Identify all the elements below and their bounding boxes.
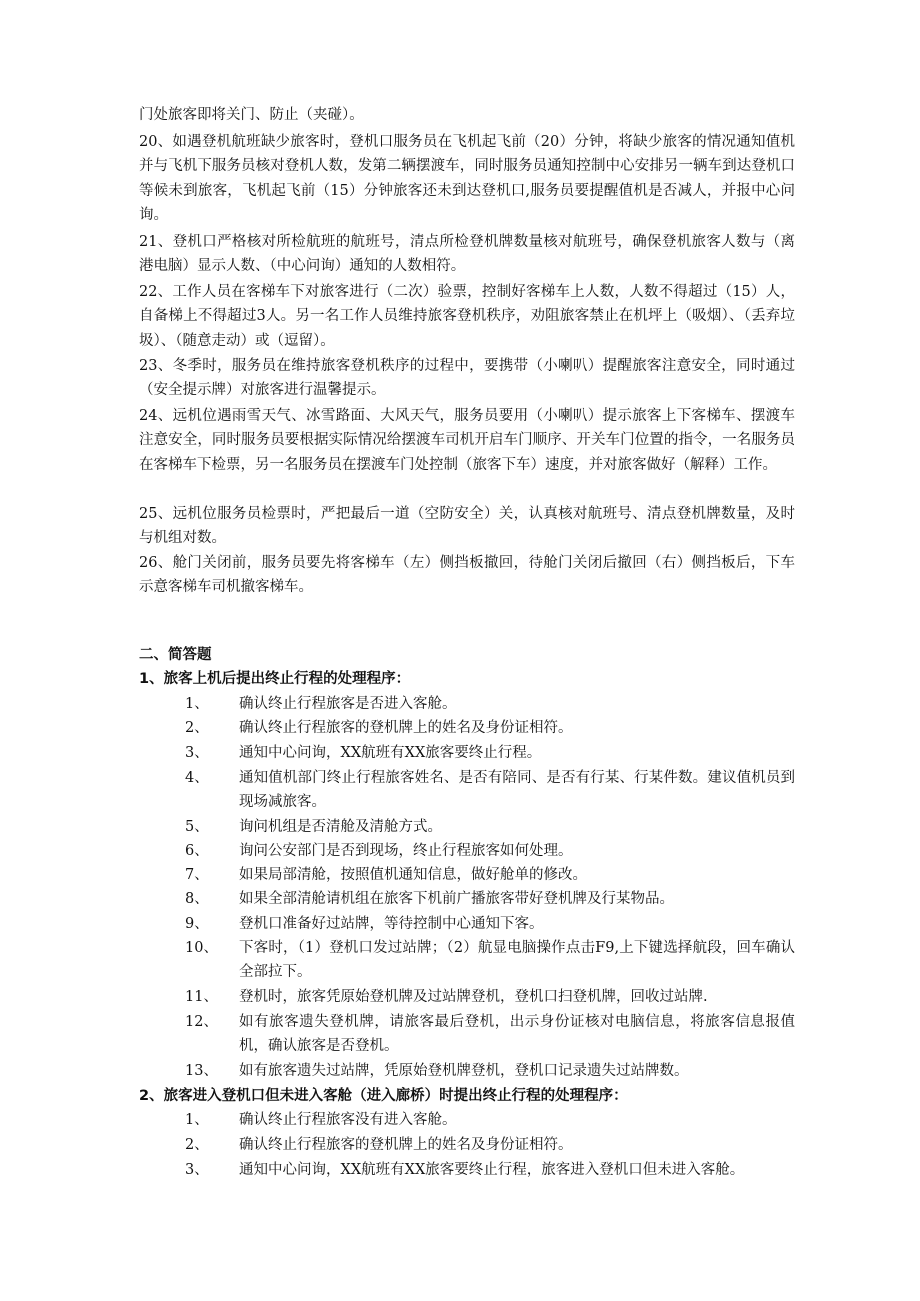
step-text: 确认终止行程旅客的登机牌上的姓名及身份证相符。: [239, 720, 573, 736]
step-number: 5、: [185, 819, 209, 835]
fill-item-24: 24、远机位遇雨雪天气、冰雪路面、大风天气，服务员要用（小喇叭）提示旅客上下客梯车、摆渡车注意安全，同时服务员要根据实际情况给摆渡车司机开启车门顺序、开关车门位置的指令，一名服务员在客梯车下检票，另一名服务员在摆渡车门处控制（旅客下车）速度，并对旅客做好（解释）工作。: [139, 408, 795, 473]
step-text: 下客时，（1）登机口发过站牌；（2）航显电脑操作点击F9,上下键选择航段，回车确认全部拉下。: [239, 940, 795, 981]
fill-item-22: 22、工作人员在客梯车下对旅客进行（二次）验票，控制好客梯车上人数，人数不得超过（15）人，自备梯上不得超过3人。另一名工作人员维持旅客登机秩序，劝阻旅客禁止在机坪上（吸烟）、（丢弃垃圾）、（随意走动）或（逗留）。: [139, 284, 795, 349]
fill-item-20: 20、如遇登机航班缺少旅客时，登机口服务员在飞机起飞前（20）分钟，将缺少旅客的情况通知值机并与飞机下服务员核对登机人数，发第二辆摆渡车，同时服务员通知控制中心安排另一辆车到达登机口等候未到旅客，飞机起飞前（15）分钟旅客还未到达登机口,服务员要提醒值机是否减人，并报中心问询。: [139, 134, 795, 224]
step-number: 3、: [185, 1162, 209, 1178]
step-number: 9、: [185, 916, 209, 932]
step-text: 确认终止行程旅客没有进入客舱。: [239, 1112, 457, 1128]
fill-item-19-tail: 门处旅客即将关门、防止（夹碰）。: [139, 107, 364, 123]
step-number: 3、: [185, 745, 209, 761]
step-text: 通知中心问询，XX航班有XX旅客要终止行程，旅客进入登机口但未进入客舱。: [239, 1162, 745, 1178]
step-number: 13、: [185, 1063, 218, 1079]
fill-item-26: 26、舱门关闭前，服务员要先将客梯车（左）侧挡板撤回，待舱门关闭后撤回（右）侧挡板后，下车示意客梯车司机撤客梯车。: [139, 555, 795, 596]
step-text: 通知值机部门终止行程旅客姓名、是否有陪同、是否有行某、行某件数。建议值机员到现场减旅客。: [239, 770, 795, 811]
step-number: 1、: [185, 1112, 209, 1128]
step-number: 4、: [185, 770, 209, 786]
step-text: 确认终止行程旅客是否进入客舱。: [239, 696, 457, 712]
question-2-title: 2、旅客进入登机口但未进入客舱（进入廊桥）时提出终止行程的处理程序：: [139, 1088, 628, 1104]
step-number: 12、: [185, 1014, 218, 1030]
step-number: 7、: [185, 867, 209, 883]
step-text: 通知中心问询，XX航班有XX旅客要终止行程。: [239, 745, 542, 761]
step-number: 1、: [185, 696, 209, 712]
step-text: 登机时，旅客凭原始登机牌及过站牌登机，登机口扫登机牌，回收过站牌.: [239, 989, 708, 1005]
step-number: 2、: [185, 720, 209, 736]
step-text: 如有旅客遗失过站牌，凭原始登机牌登机，登机口记录遗失过站牌数。: [239, 1063, 689, 1079]
step-number: 10、: [185, 940, 218, 956]
step-text: 询问公安部门是否到现场，终止行程旅客如何处理。: [239, 843, 573, 859]
fill-item-21: 21、登机口严格核对所检航班的航班号，清点所检登机牌数量核对航班号，确保登机旅客人数与（离港电脑）显示人数、（中心问询）通知的人数相符。: [139, 234, 795, 275]
step-number: 6、: [185, 843, 209, 859]
step-text: 登机口准备好过站牌，等待控制中心通知下客。: [239, 916, 544, 932]
step-number: 2、: [185, 1137, 209, 1153]
step-text: 如有旅客遗失登机牌，请旅客最后登机，出示身份证核对电脑信息，将旅客信息报值机，确认旅客是否登机。: [239, 1014, 795, 1055]
fill-item-25: 25、远机位服务员检票时，严把最后一道（空防安全）关，认真核对航班号、清点登机牌数量，及时与机组对数。: [139, 506, 795, 547]
step-number: 11、: [185, 989, 218, 1005]
step-text: 如果全部清舱请机组在旅客下机前广播旅客带好登机牌及行某物品。: [239, 891, 674, 907]
step-text: 询问机组是否清舱及清舱方式。: [239, 819, 442, 835]
section-title: 二、简答题: [139, 647, 212, 663]
step-text: 确认终止行程旅客的登机牌上的姓名及身份证相符。: [239, 1137, 573, 1153]
step-number: 8、: [185, 891, 209, 907]
question-1-title: 1、旅客上机后提出终止行程的处理程序：: [139, 671, 411, 687]
fill-item-23: 23、冬季时，服务员在维持旅客登机秩序的过程中，要携带（小喇叭）提醒旅客注意安全，同时通过（安全提示牌）对旅客进行温馨提示。: [139, 358, 795, 399]
step-text: 如果局部清舱，按照值机通知信息，做好舱单的修改。: [239, 867, 587, 883]
